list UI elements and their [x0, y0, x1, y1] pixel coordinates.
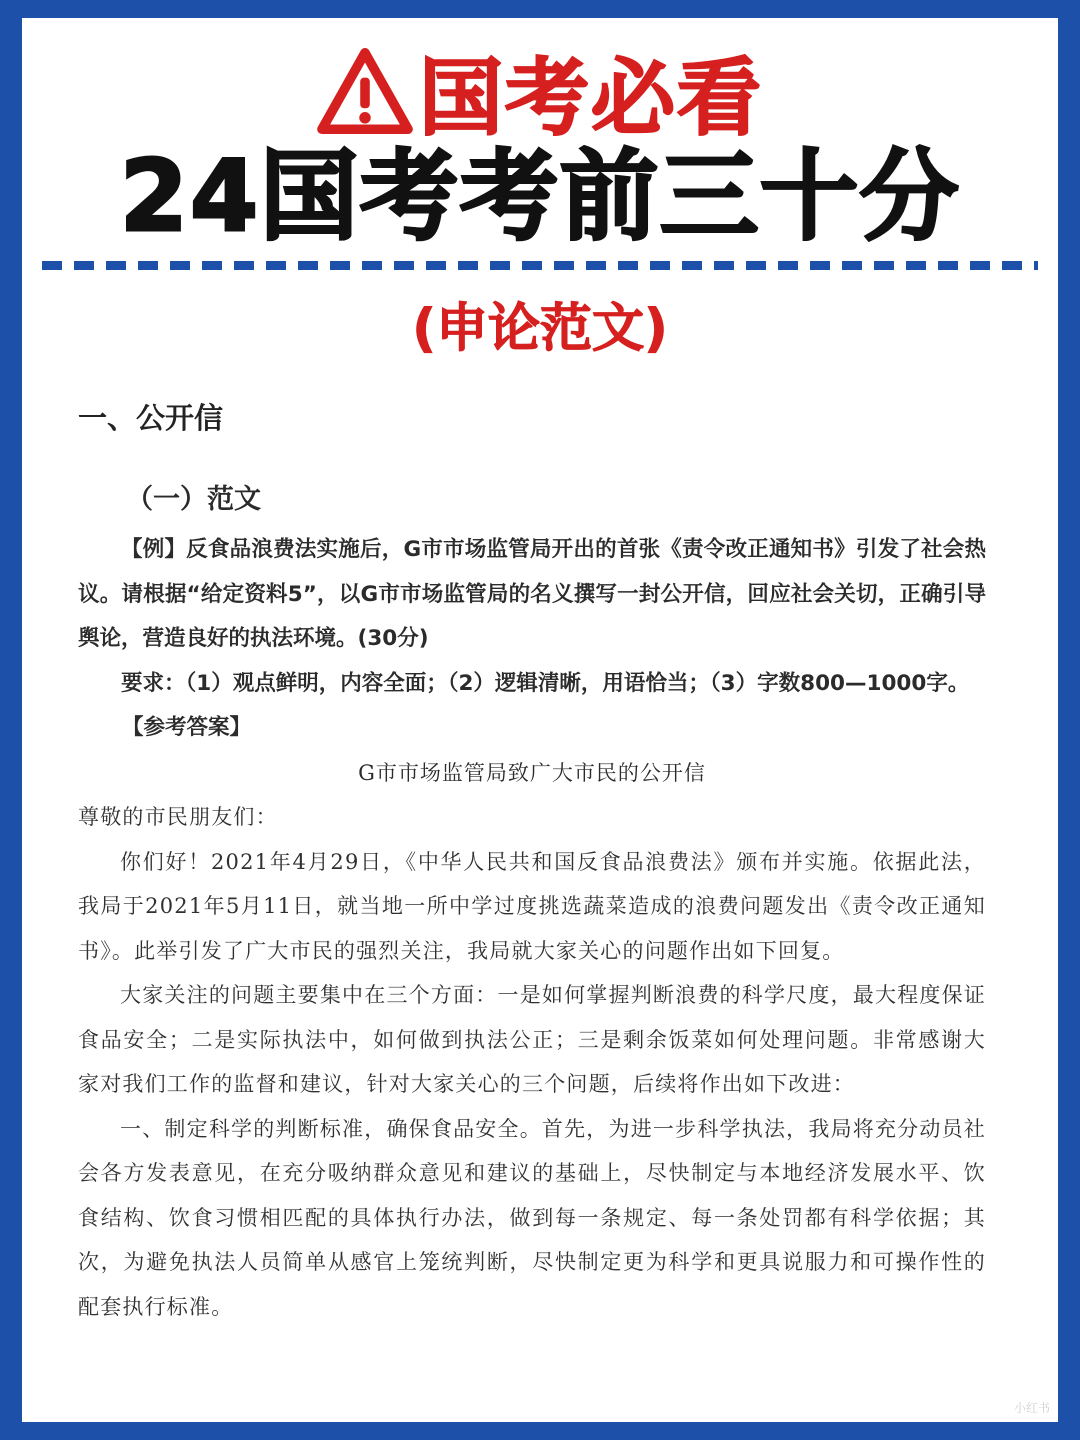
watermark: 小红书 — [1013, 1401, 1050, 1415]
document-page — [22, 18, 1058, 1422]
warning-icon — [317, 47, 413, 135]
answer-label: 【参考答案】 — [122, 715, 252, 740]
question-paragraph: 【例】反食品浪费法实施后，G市市场监管局开出的首张《责令改正通知书》引发了社会热议。请根据“给定资料5”，以G市市场监管局的名义撰写一封公开信，回应社会关切，正确引导舆论，营造良好的执法环境。(30分) — [78, 537, 986, 651]
letter-paragraph: 一、制定科学的判断标准，确保食品安全。首先，为进一步科学执法，我局将充分动员社会各方发表意见，在充分吸纳群众意见和建议的基础上，尽快制定与本地经济发展水平、饮食结构、饮食习惯相匹配的具体执行办法，做到每一条规定、每一条处罚都有科学依据；其次，为避免执法人员简单从感官上笼统判断，尽快制定更为科学和更具说服力和可操作性的配套执行标准。 — [78, 1116, 986, 1319]
letter-salutation: 尊敬的市民朋友们： — [78, 805, 278, 829]
section-heading: 一、公开信 — [78, 401, 224, 435]
letter-title: G市市场监管局致广大市民的公开信 — [358, 760, 706, 785]
main-title: 24国考考前三十分 — [119, 140, 961, 254]
alert-title: 国考必看 — [418, 48, 763, 147]
requirements-paragraph: 要求：（1）观点鲜明，内容全面；（2）逻辑清晰，用语恰当；（3）字数800—1000字。 — [121, 670, 970, 696]
dashed-divider — [42, 261, 1038, 270]
letter-paragraph: 大家关注的问题主要集中在三个方面：一是如何掌握判断浪费的科学尺度，最大程度保证食品安全；二是实际执法中，如何做到执法公正；三是剩余饭菜如何处理问题。非常感谢大家对我们工作的监督和建议，针对大家关心的三个问题，后续将作出如下改进： — [78, 983, 986, 1096]
subtitle: (申论范文) — [412, 299, 668, 359]
section-subheading: （一）范文 — [126, 484, 261, 515]
document-body — [78, 398, 986, 1329]
letter-paragraph: 你们好！2021年4月29日，《中华人民共和国反食品浪费法》颁布并实施。依据此法，我局于2021年5月11日，就当地一所中学过度挑选蔬菜造成的浪费问题发出《责令改正通知书》。此举引发了广大市民的强烈关注，我局就大家关心的问题作出如下回复。 — [78, 849, 986, 963]
alert-header — [22, 36, 1058, 146]
